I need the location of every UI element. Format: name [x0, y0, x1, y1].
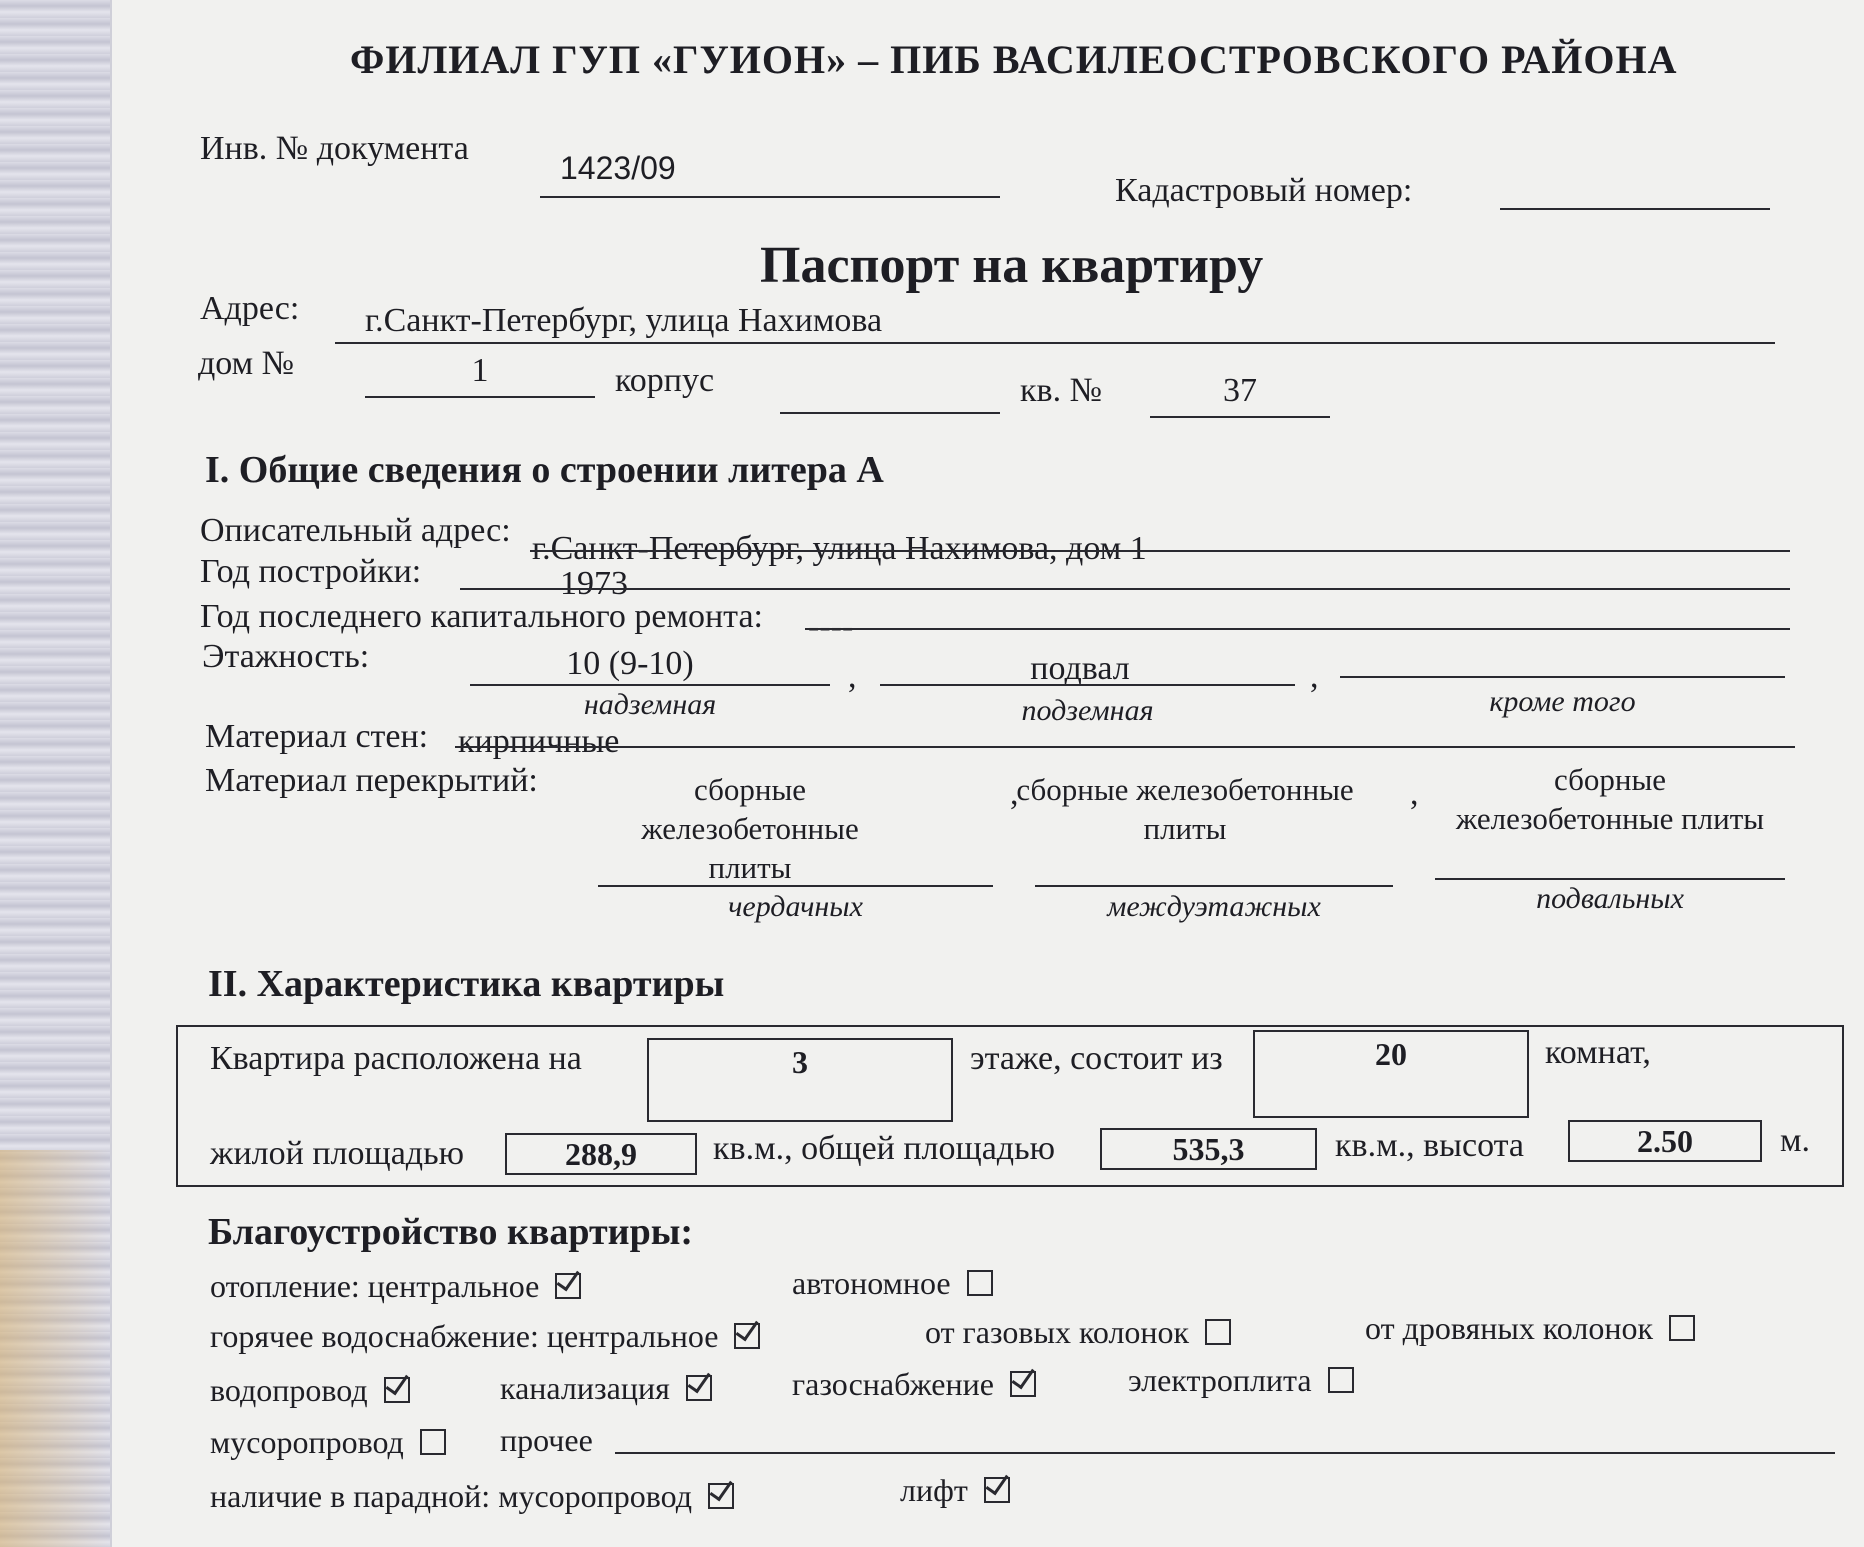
cadastral-underline [1500, 208, 1770, 210]
electric-stove-label: электроплита [1128, 1362, 1312, 1398]
total-area-label: кв.м., общей площадью [713, 1130, 1055, 1167]
apt-underline [1150, 416, 1330, 418]
water-option [210, 1372, 410, 1409]
entrance-garbage-checkbox[interactable] [708, 1483, 734, 1509]
cadastral-label: Кадастровый номер: [1115, 172, 1413, 209]
hotwater-central-checkbox[interactable] [734, 1323, 760, 1349]
floors-below-caption: подземная [1021, 694, 1154, 727]
year-built-underline [460, 588, 1790, 590]
walls-underline [455, 746, 1795, 748]
inv-value: 1423/09 [560, 150, 676, 186]
repair-underline [805, 628, 1790, 630]
floorings-label: Материал перекрытий: [205, 762, 538, 799]
entrance-label: наличие в парадной: [210, 1478, 491, 1514]
floors-above-caption: надземная [583, 688, 717, 721]
organization-header: ФИЛИАЛ ГУП «ГУИОН» – ПИБ ВАСИЛЕОСТРОВСКОГО РАЙОНА [350, 37, 1678, 82]
heating-autonomous-checkbox[interactable] [967, 1270, 993, 1296]
hotwater-wood-label: от дровяных колонок [1365, 1310, 1654, 1346]
rooms-label: комнат, [1545, 1034, 1651, 1071]
other-underline [615, 1452, 1835, 1454]
water-checkbox[interactable] [384, 1377, 410, 1403]
entrance-lift-label: лифт [900, 1472, 968, 1508]
desc-address-value: г.Санкт-Петербург, улица Нахимова, дом 1 [532, 530, 1147, 567]
binding-strip [0, 0, 112, 1547]
walls-label: Материал стен: [205, 718, 429, 755]
address-underline [335, 342, 1775, 344]
house-value: 1 [471, 352, 489, 389]
hotwater-central-label: центральное [546, 1318, 719, 1354]
heating-central-label: центральное [367, 1268, 540, 1304]
basement-floor-value: сборные железобетонные плиты [1455, 762, 1765, 836]
rooms-count-box: 20 [1253, 1030, 1529, 1118]
hotwater-wood-checkbox[interactable] [1669, 1315, 1695, 1341]
floor-number-box: 3 [647, 1038, 953, 1122]
entrance-garbage-label: мусоропровод [498, 1478, 693, 1514]
inv-underline [540, 196, 1000, 198]
section1-heading: I. Общие сведения о строении литера А [205, 449, 884, 491]
passport-title: Паспорт на квартиру [760, 237, 1264, 294]
gas-checkbox[interactable] [1010, 1371, 1036, 1397]
attic-floor-value: сборные железобетонные плиты [641, 772, 859, 885]
basement-floor-underline [1435, 878, 1785, 880]
height-box: 2.50 [1568, 1120, 1762, 1162]
hotwater-gas-checkbox[interactable] [1205, 1319, 1231, 1345]
hotwater-label: горячее водоснабжение: [210, 1318, 539, 1354]
amenities-heading: Благоустройство квартиры: [208, 1211, 694, 1253]
inter-floor-caption: междуэтажных [1107, 890, 1321, 923]
heating-central-checkbox[interactable] [555, 1273, 581, 1299]
height-label: кв.м., высота [1335, 1127, 1524, 1164]
floors-below-value: подвал [1030, 650, 1130, 687]
heating-autonomous-option [792, 1265, 993, 1302]
inv-label: Инв. № документа [200, 130, 469, 167]
house-underline [365, 396, 595, 398]
entrance-lift-checkbox[interactable] [984, 1477, 1010, 1503]
flooring-comma-1: , [1010, 775, 1019, 812]
heating-row [210, 1268, 581, 1305]
apt-value: 37 [1223, 372, 1257, 409]
heating-label: отопление: [210, 1268, 360, 1304]
address-value: г.Санкт-Петербург, улица Нахимова [365, 302, 883, 339]
sewer-label: канализация [500, 1370, 670, 1406]
garbage-option [210, 1424, 446, 1461]
height-unit: м. [1780, 1122, 1811, 1159]
water-label: водопровод [210, 1372, 368, 1408]
korpus-underline [780, 412, 1000, 414]
garbage-label: мусоропровод [210, 1424, 404, 1460]
floors-comma-1: , [848, 658, 857, 695]
living-area-box: 288,9 [505, 1133, 697, 1175]
sewer-checkbox[interactable] [686, 1375, 712, 1401]
gas-label: газоснабжение [792, 1366, 994, 1402]
total-area-box: 535,3 [1100, 1128, 1317, 1170]
electric-stove-option [1128, 1362, 1354, 1399]
attic-floor-caption: чердачных [728, 890, 863, 923]
hotwater-gas-option [925, 1314, 1231, 1351]
floors-above-value: 10 (9-10) [566, 645, 694, 682]
korpus-label: корпус [615, 362, 715, 399]
repair-value: ---- [808, 608, 854, 645]
desc-address-underline [530, 550, 1790, 552]
basement-floor-caption: подвальных [1536, 882, 1684, 915]
floors-extra-underline [1340, 676, 1785, 678]
desc-address-label: Описательный адрес: [200, 512, 511, 549]
floors-extra-caption: кроме того [1489, 685, 1636, 718]
sewer-option [500, 1370, 712, 1407]
entrance-row [210, 1478, 734, 1515]
apt-label: кв. № [1020, 372, 1103, 409]
heating-autonomous-label: автономное [792, 1265, 951, 1301]
attic-floor-underline [598, 885, 993, 887]
house-label: дом № [198, 345, 295, 382]
inter-floor-value: сборные железобетонные плиты [1016, 772, 1354, 846]
flooring-comma-2: , [1410, 775, 1419, 812]
address-label: Адрес: [200, 290, 300, 327]
gas-option [792, 1366, 1036, 1403]
floors-comma-2: , [1310, 658, 1319, 695]
located-label: Квартира расположена на [210, 1040, 582, 1077]
inter-floor-underline [1035, 885, 1393, 887]
floors-label: Этажность: [202, 638, 370, 675]
hotwater-gas-label: от газовых колонок [925, 1314, 1190, 1350]
other-label: прочее [500, 1422, 593, 1458]
consists-label: этаже, состоит из [970, 1040, 1223, 1077]
floors-above-underline [470, 684, 830, 686]
hotwater-row [210, 1318, 760, 1355]
section2-heading: II. Характеристика квартиры [208, 963, 725, 1005]
passport-page [120, 0, 1864, 1547]
hotwater-wood-option [1365, 1310, 1695, 1347]
walls-value: кирпичные [458, 723, 620, 760]
electric-stove-checkbox[interactable] [1328, 1367, 1354, 1393]
living-area-label: жилой площадью [210, 1135, 464, 1172]
entrance-lift-option [900, 1472, 1010, 1509]
floors-below-underline [880, 684, 1295, 686]
year-built-label: Год постройки: [200, 553, 422, 590]
garbage-checkbox[interactable] [420, 1429, 446, 1455]
year-built-value: 1973 [560, 565, 628, 602]
repair-label: Год последнего капитального ремонта: [200, 598, 763, 635]
